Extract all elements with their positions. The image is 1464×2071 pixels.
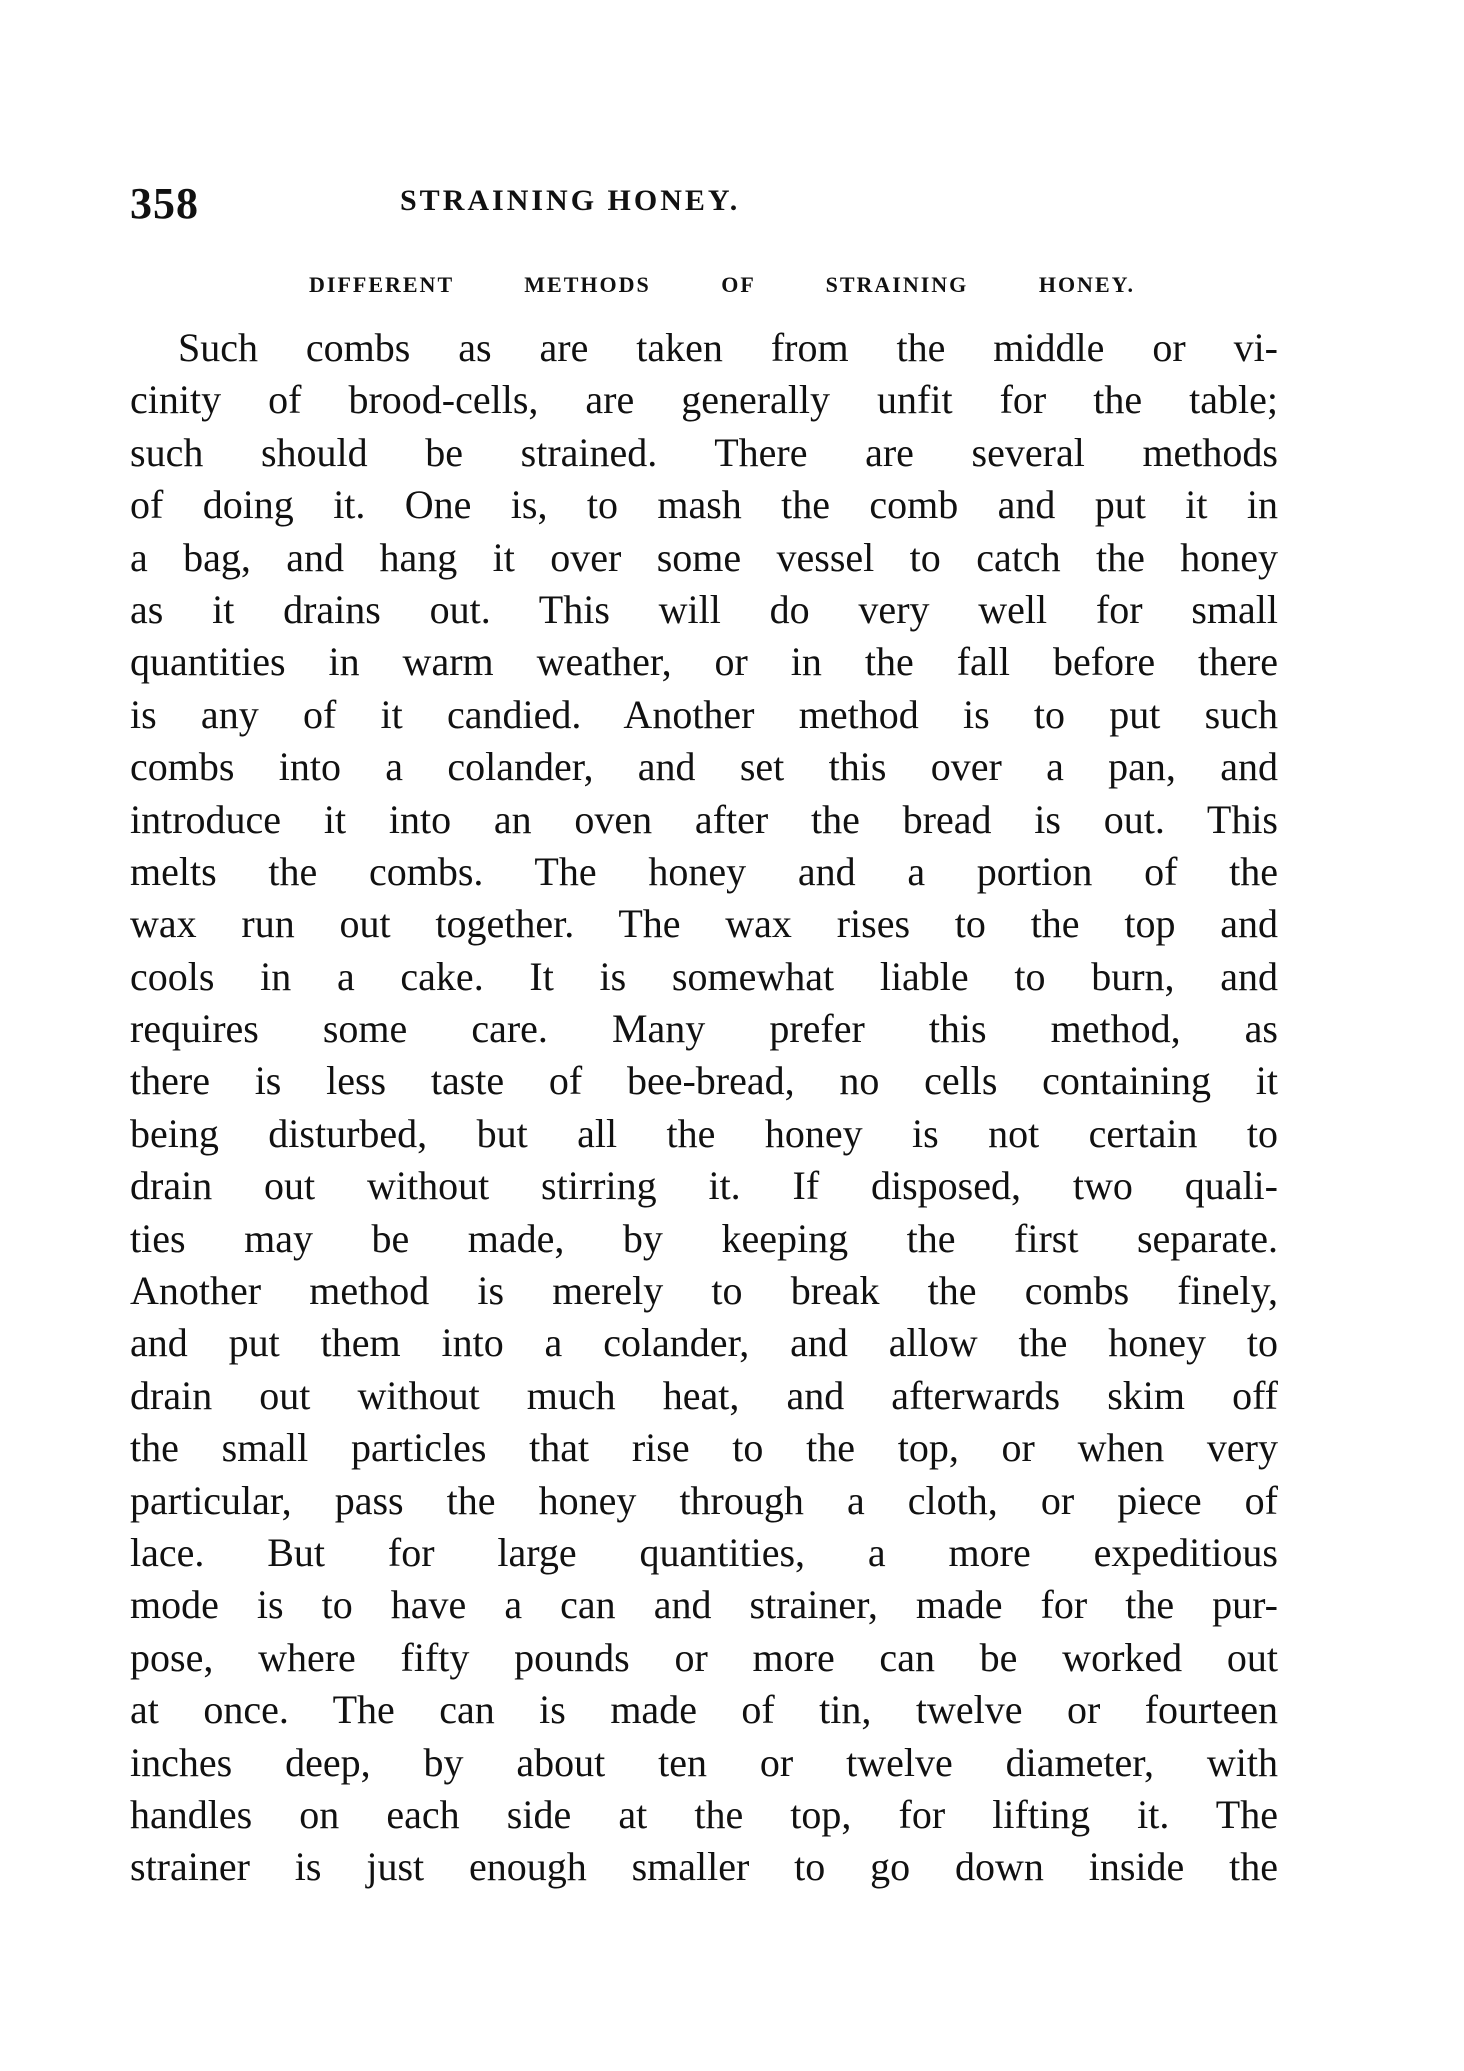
text-line: ties may be made, by keeping the first separate.	[130, 1215, 1278, 1261]
text-line: there is less taste of bee-bread, no cells containing it	[130, 1058, 1278, 1104]
text-line: of doing it. One is, to mash the comb and put it in	[130, 482, 1278, 528]
text-line: at once. The can is made of tin, twelve or fourteen	[130, 1687, 1278, 1733]
text-line: introduce it into an oven after the bread is out. This	[130, 796, 1278, 842]
text-line: combs into a colander, and set this over a pan, and	[130, 744, 1278, 790]
text-line: drain out without stirring it. If disposed, two quali-	[130, 1163, 1278, 1209]
text-line: lace. But for large quantities, a more expeditious	[130, 1529, 1278, 1575]
text-line: such should be strained. There are several methods	[130, 429, 1278, 475]
text-line: and put them into a colander, and allow the honey to	[130, 1320, 1278, 1366]
text-line: pose, where fifty pounds or more can be worked out	[130, 1634, 1278, 1680]
text-line: melts the combs. The honey and a portion of the	[130, 848, 1278, 894]
text-line: requires some care. Many prefer this method, as	[130, 1006, 1278, 1052]
text-line: inches deep, by about ten or twelve diameter, with	[130, 1739, 1278, 1785]
text-line: Such combs as are taken from the middle or vi-	[178, 325, 1278, 370]
text-line: the small particles that rise to the top, or when very	[130, 1425, 1278, 1471]
text-line: a bag, and hang it over some vessel to catch the honey	[130, 534, 1278, 580]
text-line: particular, pass the honey through a cloth, or piece of	[130, 1477, 1278, 1523]
text-line: being disturbed, but all the honey is not certain to	[130, 1110, 1278, 1156]
text-line: cinity of brood-cells, are generally unfit for the table;	[130, 377, 1278, 423]
text-line: handles on each side at the top, for lifting it. The	[130, 1791, 1278, 1837]
text-line: strainer is just enough smaller to go down inside the	[130, 1844, 1278, 1890]
section-heading: DIFFERENT METHODS OF STRAINING HONEY.	[309, 272, 1135, 297]
body-text	[130, 322, 1278, 1894]
text-line: cools in a cake. It is somewhat liable to burn, and	[130, 953, 1278, 999]
text-line: Another method is merely to break the combs finely,	[130, 1268, 1278, 1314]
text-line: wax run out together. The wax rises to the top and	[130, 901, 1278, 947]
text-line: quantities in warm weather, or in the fall before there	[130, 639, 1278, 685]
running-head: STRAINING HONEY.	[400, 184, 741, 217]
page-number: 358	[130, 179, 199, 228]
text-line: mode is to have a can and strainer, made for the pur-	[130, 1582, 1278, 1628]
text-line: drain out without much heat, and afterwards skim off	[130, 1372, 1278, 1418]
text-line: as it drains out. This will do very well for small	[130, 586, 1278, 632]
text-line: is any of it candied. Another method is to put such	[130, 691, 1278, 737]
